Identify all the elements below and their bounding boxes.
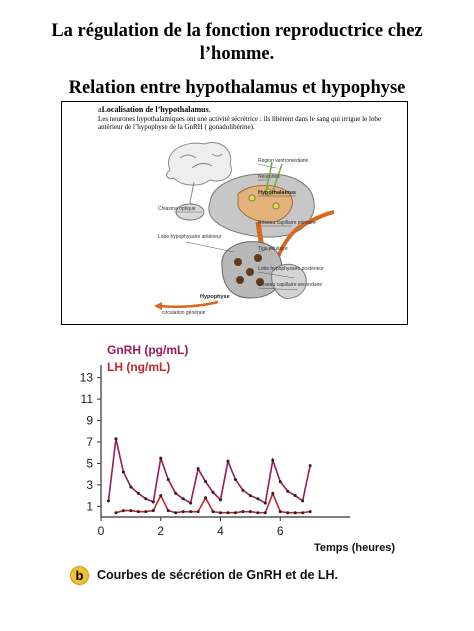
figure-heading-end: . [208, 105, 211, 114]
hypothalamus-diagram [62, 102, 407, 324]
label-circulation: circulation générale [162, 310, 206, 316]
data-point [197, 510, 200, 513]
data-point [152, 501, 155, 504]
data-point [204, 496, 207, 499]
y-tick-label: 3 [86, 477, 93, 492]
data-point [182, 497, 185, 500]
figure-b-caption [70, 566, 390, 586]
data-point [226, 460, 229, 463]
data-point [279, 480, 282, 483]
data-point [152, 509, 155, 512]
data-point [174, 492, 177, 495]
data-point [129, 509, 132, 512]
data-point [212, 510, 215, 513]
page-title: La régulation de la fonction reproductrice chez l’homme. [51, 21, 423, 64]
data-point [256, 511, 259, 514]
arrow-icon [154, 302, 162, 310]
data-point [144, 510, 147, 513]
legend-entry: GnRH (pg/mL) [107, 343, 189, 357]
data-point [309, 464, 312, 467]
data-point [144, 497, 147, 500]
data-point [137, 510, 140, 513]
data-point [256, 497, 259, 500]
data-point [249, 510, 252, 513]
data-point [264, 502, 267, 505]
data-point [122, 471, 125, 474]
series-line-1 [116, 493, 310, 512]
label-lobe-anterieur: Lobe hypophysaire antérieur [158, 234, 222, 240]
data-point [129, 486, 132, 489]
data-point [226, 511, 229, 514]
data-point [286, 511, 289, 514]
data-point [294, 511, 297, 514]
data-point [114, 437, 117, 440]
data-point [241, 489, 244, 492]
data-point [286, 490, 289, 493]
y-tick-label: 7 [86, 435, 93, 449]
data-point [122, 509, 125, 512]
data-point [167, 478, 170, 481]
data-point [271, 459, 274, 462]
chart-series [107, 437, 312, 514]
data-point [137, 492, 140, 495]
figure-b-caption-text: Courbes de sécrétion de GnRH et de LH. [97, 568, 339, 582]
figure-a-box [61, 101, 408, 325]
general-circulation-vessel [160, 302, 218, 307]
data-point [174, 511, 177, 514]
x-axis-title: Temps (heures) [314, 542, 396, 554]
x-tick-label: 0 [97, 524, 105, 538]
figure-b-badge: b [70, 566, 89, 585]
section-subtitle: Relation entre hypothalamus et hypophyse [68, 78, 406, 98]
label-hypophyse: Hypophyse [200, 294, 230, 300]
y-tick-label: 11 [80, 392, 93, 407]
data-point [264, 511, 267, 514]
label-chiasma: Chiasma optique [158, 206, 196, 212]
data-point [114, 511, 117, 514]
data-point [301, 499, 304, 502]
data-point [301, 511, 304, 514]
data-point [271, 492, 274, 495]
legend-entry: LH (ng/mL) [107, 360, 171, 374]
y-tick-label: 9 [86, 413, 93, 428]
data-point [219, 498, 222, 501]
data-point [219, 511, 222, 514]
data-point [279, 510, 282, 513]
data-point [159, 457, 162, 460]
x-tick-label: 2 [157, 524, 165, 538]
chart-legend [107, 343, 188, 374]
x-tick-label: 4 [217, 524, 224, 538]
label-region-vm: Région ventromédiane [258, 158, 309, 164]
data-point [167, 509, 170, 512]
data-point [189, 510, 192, 513]
data-point [234, 478, 237, 481]
label-hypothalamus: Hypothalamus [258, 190, 296, 196]
y-tick-label: 1 [86, 499, 93, 514]
figure-letter: a [98, 105, 102, 114]
label-tige: Tige pituitaire [258, 246, 288, 252]
figure-text: Les neurones hypothalamiques ont une activité sécrétrice : ils libèrent dans le sang qui irrigue le lobe antérieur de l’hypophyse de la GnRH ( gonadolibérine). [98, 114, 382, 131]
data-point [197, 467, 200, 470]
data-point [234, 511, 237, 514]
label-neurones: Neurones [258, 174, 280, 180]
data-point [189, 502, 192, 505]
data-point [294, 494, 297, 497]
secretion-chart [0, 330, 474, 562]
label-lobe-posterieur: Lobe hypophysaire postérieur [258, 266, 324, 272]
data-point [107, 499, 110, 502]
figure-heading: Localisation de l’hypothalamus [101, 105, 209, 114]
data-point [182, 510, 185, 513]
data-point [204, 480, 207, 483]
data-point [309, 510, 312, 513]
data-point [212, 491, 215, 494]
label-reseau-secondaire: Réseau capillaire secondaire [258, 282, 323, 288]
data-point [241, 510, 244, 513]
data-point [159, 494, 162, 497]
y-tick-label: 5 [86, 456, 93, 471]
data-point [249, 494, 252, 497]
x-tick-label: 6 [276, 524, 284, 538]
y-tick-label: 13 [79, 370, 93, 385]
label-reseau-primaire: Réseau capillaire primaire [258, 220, 316, 226]
